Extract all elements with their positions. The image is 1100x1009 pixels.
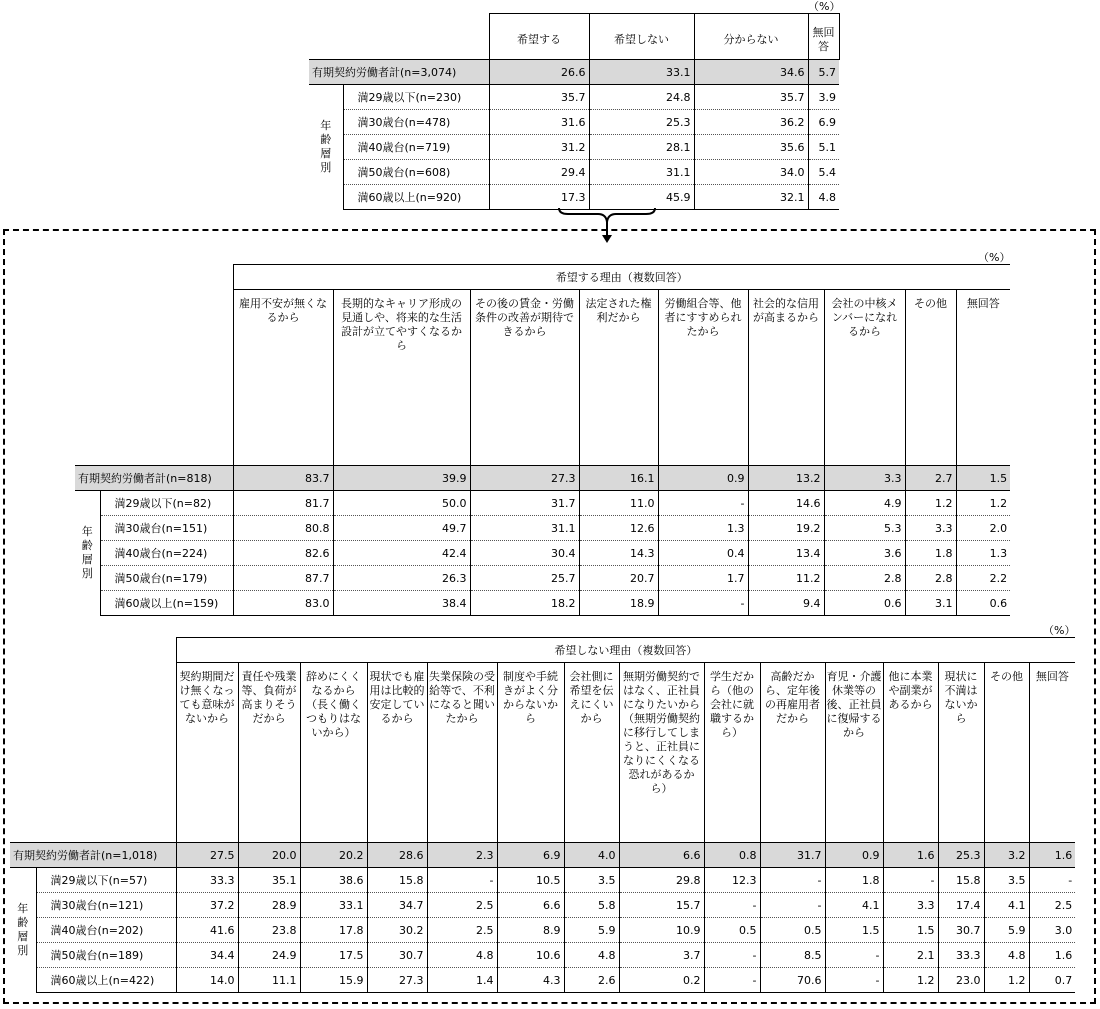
data-cell: 1.2 xyxy=(905,491,956,516)
data-cell: 11.0 xyxy=(579,491,658,516)
data-cell: 4.8 xyxy=(808,185,839,210)
data-cell: 8.5 xyxy=(760,943,825,968)
data-cell: 1.4 xyxy=(427,968,497,993)
data-cell: - xyxy=(704,943,760,968)
data-cell: 81.7 xyxy=(233,491,333,516)
data-cell: 11.1 xyxy=(238,968,300,993)
data-cell: 3.3 xyxy=(905,516,956,541)
data-cell: 4.1 xyxy=(984,893,1029,918)
data-cell: 6.6 xyxy=(497,893,564,918)
column-header: 現状でも雇用は比較的安定しているから xyxy=(367,663,427,843)
data-cell: 6.9 xyxy=(808,110,839,135)
data-cell: 33.3 xyxy=(938,943,984,968)
data-cell: 3.7 xyxy=(619,943,704,968)
data-cell: 0.4 xyxy=(658,541,748,566)
data-cell: 28.1 xyxy=(589,135,694,160)
table-row xyxy=(309,160,839,185)
data-cell: 38.4 xyxy=(333,591,470,616)
data-cell: 32.1 xyxy=(694,185,808,210)
caption-not-want: 希望しない理由（複数回答） xyxy=(176,638,1075,663)
data-cell: - xyxy=(427,868,497,893)
data-cell: 8.9 xyxy=(497,918,564,943)
data-cell: 30.7 xyxy=(367,943,427,968)
data-cell: 2.6 xyxy=(564,968,619,993)
column-header: 他に本業や副業があるから xyxy=(883,663,938,843)
data-cell: 83.0 xyxy=(233,591,333,616)
column-header: 無回答 xyxy=(1029,663,1075,843)
table-row xyxy=(309,110,839,135)
row-label: 満50歳台(n=608) xyxy=(343,160,489,185)
row-label: 満60歳以上(n=422) xyxy=(36,968,176,993)
total-cell: 16.1 xyxy=(579,466,658,491)
data-cell: 1.3 xyxy=(658,516,748,541)
data-cell: 41.6 xyxy=(176,918,238,943)
row-label: 満50歳台(n=179) xyxy=(100,566,233,591)
data-cell: 5.8 xyxy=(564,893,619,918)
total-cell: 27.3 xyxy=(470,466,579,491)
row-label: 満60歳以上(n=920) xyxy=(343,185,489,210)
row-label: 満60歳以上(n=159) xyxy=(100,591,233,616)
table-row xyxy=(10,868,1075,893)
table-row xyxy=(10,943,1075,968)
data-cell: 49.7 xyxy=(333,516,470,541)
data-cell: 87.7 xyxy=(233,566,333,591)
data-cell: 26.3 xyxy=(333,566,470,591)
data-cell: 10.9 xyxy=(619,918,704,943)
data-cell: - xyxy=(760,868,825,893)
data-cell: - xyxy=(704,968,760,993)
data-cell: 14.0 xyxy=(176,968,238,993)
data-cell: 35.1 xyxy=(238,868,300,893)
data-cell: 34.0 xyxy=(694,160,808,185)
unit-label-3: （%） xyxy=(1043,624,1076,637)
data-cell: 2.5 xyxy=(1029,893,1075,918)
column-header: その後の賃金・労働条件の改善が期待できるから xyxy=(470,290,579,466)
column-header: 会社の中核メンバーになれるから xyxy=(824,290,905,466)
row-label: 満30歳台(n=478) xyxy=(343,110,489,135)
data-cell: 33.1 xyxy=(300,893,367,918)
data-cell: 5.9 xyxy=(984,918,1029,943)
group-label-text: 年齢層別 xyxy=(81,525,93,581)
total-cell: 83.7 xyxy=(233,466,333,491)
table-row xyxy=(75,566,1010,591)
group-label xyxy=(75,491,100,616)
column-header: 分からない xyxy=(694,14,808,60)
data-cell: 2.2 xyxy=(956,566,1010,591)
data-cell: 33.3 xyxy=(176,868,238,893)
data-cell: 17.4 xyxy=(938,893,984,918)
total-row-label: 有期契約労働者計(n=3,074) xyxy=(309,60,489,85)
data-cell: 35.7 xyxy=(489,85,589,110)
data-cell: 0.6 xyxy=(824,591,905,616)
column-header: 現状に不満はないから xyxy=(938,663,984,843)
data-cell: 35.6 xyxy=(694,135,808,160)
column-header: 辞めにくくなるから（長く働くつもりはないから） xyxy=(300,663,367,843)
column-header: 希望しない xyxy=(589,14,694,60)
data-cell: - xyxy=(760,893,825,918)
total-row-label: 有期契約労働者計(n=818) xyxy=(75,466,233,491)
data-cell: 14.6 xyxy=(748,491,824,516)
column-header: 無回答 xyxy=(956,290,1010,466)
table-row xyxy=(10,893,1075,918)
data-cell: 38.6 xyxy=(300,868,367,893)
total-cell: 13.2 xyxy=(748,466,824,491)
data-cell: 31.1 xyxy=(589,160,694,185)
row-label: 満40歳台(n=719) xyxy=(343,135,489,160)
total-cell: 2.7 xyxy=(905,466,956,491)
table-row xyxy=(75,491,1010,516)
table-row xyxy=(75,516,1010,541)
column-header: 会社側に希望を伝えにくいから xyxy=(564,663,619,843)
data-cell: 1.5 xyxy=(825,918,883,943)
column-header: 失業保険の受給等で、不利になると聞いたから xyxy=(427,663,497,843)
total-cell: 33.1 xyxy=(589,60,694,85)
group-label xyxy=(309,85,343,210)
group-label xyxy=(10,868,36,993)
group-label-text: 年齢層別 xyxy=(320,119,332,175)
total-cell: 2.3 xyxy=(427,843,497,868)
column-header: 労働組合等、他者にすすめられたから xyxy=(658,290,748,466)
column-header: その他 xyxy=(905,290,956,466)
data-cell: 1.2 xyxy=(956,491,1010,516)
data-cell: 82.6 xyxy=(233,541,333,566)
data-cell: 5.9 xyxy=(564,918,619,943)
data-cell: 19.2 xyxy=(748,516,824,541)
table-row xyxy=(309,135,839,160)
column-header: 希望する xyxy=(489,14,589,60)
total-cell: 1.6 xyxy=(883,843,938,868)
data-cell: 9.4 xyxy=(748,591,824,616)
data-cell: 12.6 xyxy=(579,516,658,541)
total-cell: 0.9 xyxy=(825,843,883,868)
data-cell: 29.4 xyxy=(489,160,589,185)
column-header: 育児・介護休業等の後、正社員に復帰するから xyxy=(825,663,883,843)
column-header: 法定された権利だから xyxy=(579,290,658,466)
data-cell: 3.9 xyxy=(808,85,839,110)
data-cell: 35.7 xyxy=(694,85,808,110)
column-header: その他 xyxy=(984,663,1029,843)
total-cell: 39.9 xyxy=(333,466,470,491)
data-cell: 0.2 xyxy=(619,968,704,993)
data-cell: 50.0 xyxy=(333,491,470,516)
data-cell: 10.6 xyxy=(497,943,564,968)
row-label: 満29歳以下(n=82) xyxy=(100,491,233,516)
column-header: 契約期間だけ無くなっても意味がないから xyxy=(176,663,238,843)
data-cell: - xyxy=(825,968,883,993)
caption-want: 希望する理由（複数回答） xyxy=(233,265,1010,290)
data-cell: 30.2 xyxy=(367,918,427,943)
total-cell: 1.5 xyxy=(956,466,1010,491)
column-header: 制度や手続きがよく分からないから xyxy=(497,663,564,843)
data-cell: 5.3 xyxy=(824,516,905,541)
data-cell: 2.5 xyxy=(427,918,497,943)
data-cell: 4.8 xyxy=(427,943,497,968)
data-cell: 15.9 xyxy=(300,968,367,993)
data-cell: 10.5 xyxy=(497,868,564,893)
data-cell: 2.8 xyxy=(824,566,905,591)
data-cell: 15.8 xyxy=(938,868,984,893)
row-label: 満30歳台(n=151) xyxy=(100,516,233,541)
data-cell: 1.5 xyxy=(883,918,938,943)
data-cell: 34.7 xyxy=(367,893,427,918)
data-cell: - xyxy=(658,591,748,616)
column-header: 責任や残業等、負荷が高まりそうだから xyxy=(238,663,300,843)
table-reasons-want xyxy=(75,264,1010,616)
data-cell: 4.1 xyxy=(825,893,883,918)
data-cell: - xyxy=(883,868,938,893)
total-cell: 20.0 xyxy=(238,843,300,868)
data-cell: 25.3 xyxy=(589,110,694,135)
group-label-text: 年齢層別 xyxy=(17,902,29,958)
table-row xyxy=(10,968,1075,993)
data-cell: 20.7 xyxy=(579,566,658,591)
data-cell: 24.8 xyxy=(589,85,694,110)
data-cell: 31.6 xyxy=(489,110,589,135)
data-cell: 17.3 xyxy=(489,185,589,210)
data-cell: 17.8 xyxy=(300,918,367,943)
data-cell: - xyxy=(658,491,748,516)
data-cell: 0.5 xyxy=(704,918,760,943)
data-cell: 18.9 xyxy=(579,591,658,616)
total-cell: 4.0 xyxy=(564,843,619,868)
column-header: 学生だから（他の会社に就職するから） xyxy=(704,663,760,843)
row-label: 満40歳台(n=224) xyxy=(100,541,233,566)
column-header: 長期的なキャリア形成の見通しや、将来的な生活設計が立てやすくなるから xyxy=(333,290,470,466)
data-cell: 18.2 xyxy=(470,591,579,616)
data-cell: 1.7 xyxy=(658,566,748,591)
total-cell: 31.7 xyxy=(760,843,825,868)
data-cell: 30.4 xyxy=(470,541,579,566)
data-cell: 36.2 xyxy=(694,110,808,135)
data-cell: 1.8 xyxy=(905,541,956,566)
total-cell: 3.2 xyxy=(984,843,1029,868)
column-header: 社会的な信用が高まるから xyxy=(748,290,824,466)
data-cell: 23.8 xyxy=(238,918,300,943)
data-cell: 11.2 xyxy=(748,566,824,591)
column-header: 無回答 xyxy=(808,14,839,60)
column-header: 高齢だから、定年後の再雇用者だから xyxy=(760,663,825,843)
total-cell: 5.7 xyxy=(808,60,839,85)
data-cell: 0.7 xyxy=(1029,968,1075,993)
total-cell: 28.6 xyxy=(367,843,427,868)
data-cell: 5.4 xyxy=(808,160,839,185)
total-cell: 26.6 xyxy=(489,60,589,85)
row-label: 満40歳台(n=202) xyxy=(36,918,176,943)
data-cell: 45.9 xyxy=(589,185,694,210)
data-cell: 1.2 xyxy=(883,968,938,993)
data-cell: 15.7 xyxy=(619,893,704,918)
data-cell: 34.4 xyxy=(176,943,238,968)
data-cell: - xyxy=(1029,868,1075,893)
row-label: 満50歳台(n=189) xyxy=(36,943,176,968)
data-cell: 13.4 xyxy=(748,541,824,566)
total-cell: 6.6 xyxy=(619,843,704,868)
data-cell: 3.3 xyxy=(883,893,938,918)
data-cell: 29.8 xyxy=(619,868,704,893)
row-label: 満29歳以下(n=57) xyxy=(36,868,176,893)
data-cell: 24.9 xyxy=(238,943,300,968)
data-cell: 2.1 xyxy=(883,943,938,968)
total-cell: 0.8 xyxy=(704,843,760,868)
data-cell: 12.3 xyxy=(704,868,760,893)
data-cell: - xyxy=(704,893,760,918)
data-cell: 70.6 xyxy=(760,968,825,993)
data-cell: 3.0 xyxy=(1029,918,1075,943)
total-cell: 20.2 xyxy=(300,843,367,868)
data-cell: 1.3 xyxy=(956,541,1010,566)
data-cell: 42.4 xyxy=(333,541,470,566)
data-cell: 27.3 xyxy=(367,968,427,993)
total-cell: 25.3 xyxy=(938,843,984,868)
data-cell: 4.3 xyxy=(497,968,564,993)
data-cell: 4.9 xyxy=(824,491,905,516)
data-cell: 14.3 xyxy=(579,541,658,566)
data-cell: 3.5 xyxy=(564,868,619,893)
data-cell: - xyxy=(825,943,883,968)
total-cell: 1.6 xyxy=(1029,843,1075,868)
data-cell: 23.0 xyxy=(938,968,984,993)
total-cell: 27.5 xyxy=(176,843,238,868)
data-cell: 80.8 xyxy=(233,516,333,541)
table-intention xyxy=(309,13,840,210)
data-cell: 1.2 xyxy=(984,968,1029,993)
table-row xyxy=(75,591,1010,616)
total-cell: 34.6 xyxy=(694,60,808,85)
data-cell: 31.1 xyxy=(470,516,579,541)
total-cell: 0.9 xyxy=(658,466,748,491)
row-label: 満30歳台(n=121) xyxy=(36,893,176,918)
data-cell: 31.2 xyxy=(489,135,589,160)
data-cell: 2.8 xyxy=(905,566,956,591)
data-cell: 28.9 xyxy=(238,893,300,918)
unit-label-2: （%） xyxy=(978,251,1011,264)
row-label: 満29歳以下(n=230) xyxy=(343,85,489,110)
data-cell: 0.6 xyxy=(956,591,1010,616)
data-cell: 0.5 xyxy=(760,918,825,943)
data-cell: 2.0 xyxy=(956,516,1010,541)
table-row xyxy=(75,541,1010,566)
data-cell: 4.8 xyxy=(564,943,619,968)
unit-label-1: （%） xyxy=(808,0,841,13)
column-header: 雇用不安が無くなるから xyxy=(233,290,333,466)
data-cell: 3.5 xyxy=(984,868,1029,893)
data-cell: 30.7 xyxy=(938,918,984,943)
data-cell: 1.8 xyxy=(825,868,883,893)
table-reasons-not-want xyxy=(10,637,1075,993)
data-cell: 25.7 xyxy=(470,566,579,591)
total-cell: 3.3 xyxy=(824,466,905,491)
data-cell: 2.5 xyxy=(427,893,497,918)
data-cell: 1.6 xyxy=(1029,943,1075,968)
data-cell: 4.8 xyxy=(984,943,1029,968)
data-cell: 5.1 xyxy=(808,135,839,160)
data-cell: 15.8 xyxy=(367,868,427,893)
data-cell: 3.6 xyxy=(824,541,905,566)
data-cell: 31.7 xyxy=(470,491,579,516)
data-cell: 3.1 xyxy=(905,591,956,616)
data-cell: 17.5 xyxy=(300,943,367,968)
data-cell: 37.2 xyxy=(176,893,238,918)
table-row xyxy=(309,85,839,110)
total-row-label: 有期契約労働者計(n=1,018) xyxy=(10,843,176,868)
total-cell: 6.9 xyxy=(497,843,564,868)
column-header: 無期労働契約ではなく、正社員になりたいから（無期労働契約に移行してしまうと、正社員になりにくくなる恐れがあるから） xyxy=(619,663,704,843)
table-row xyxy=(10,918,1075,943)
